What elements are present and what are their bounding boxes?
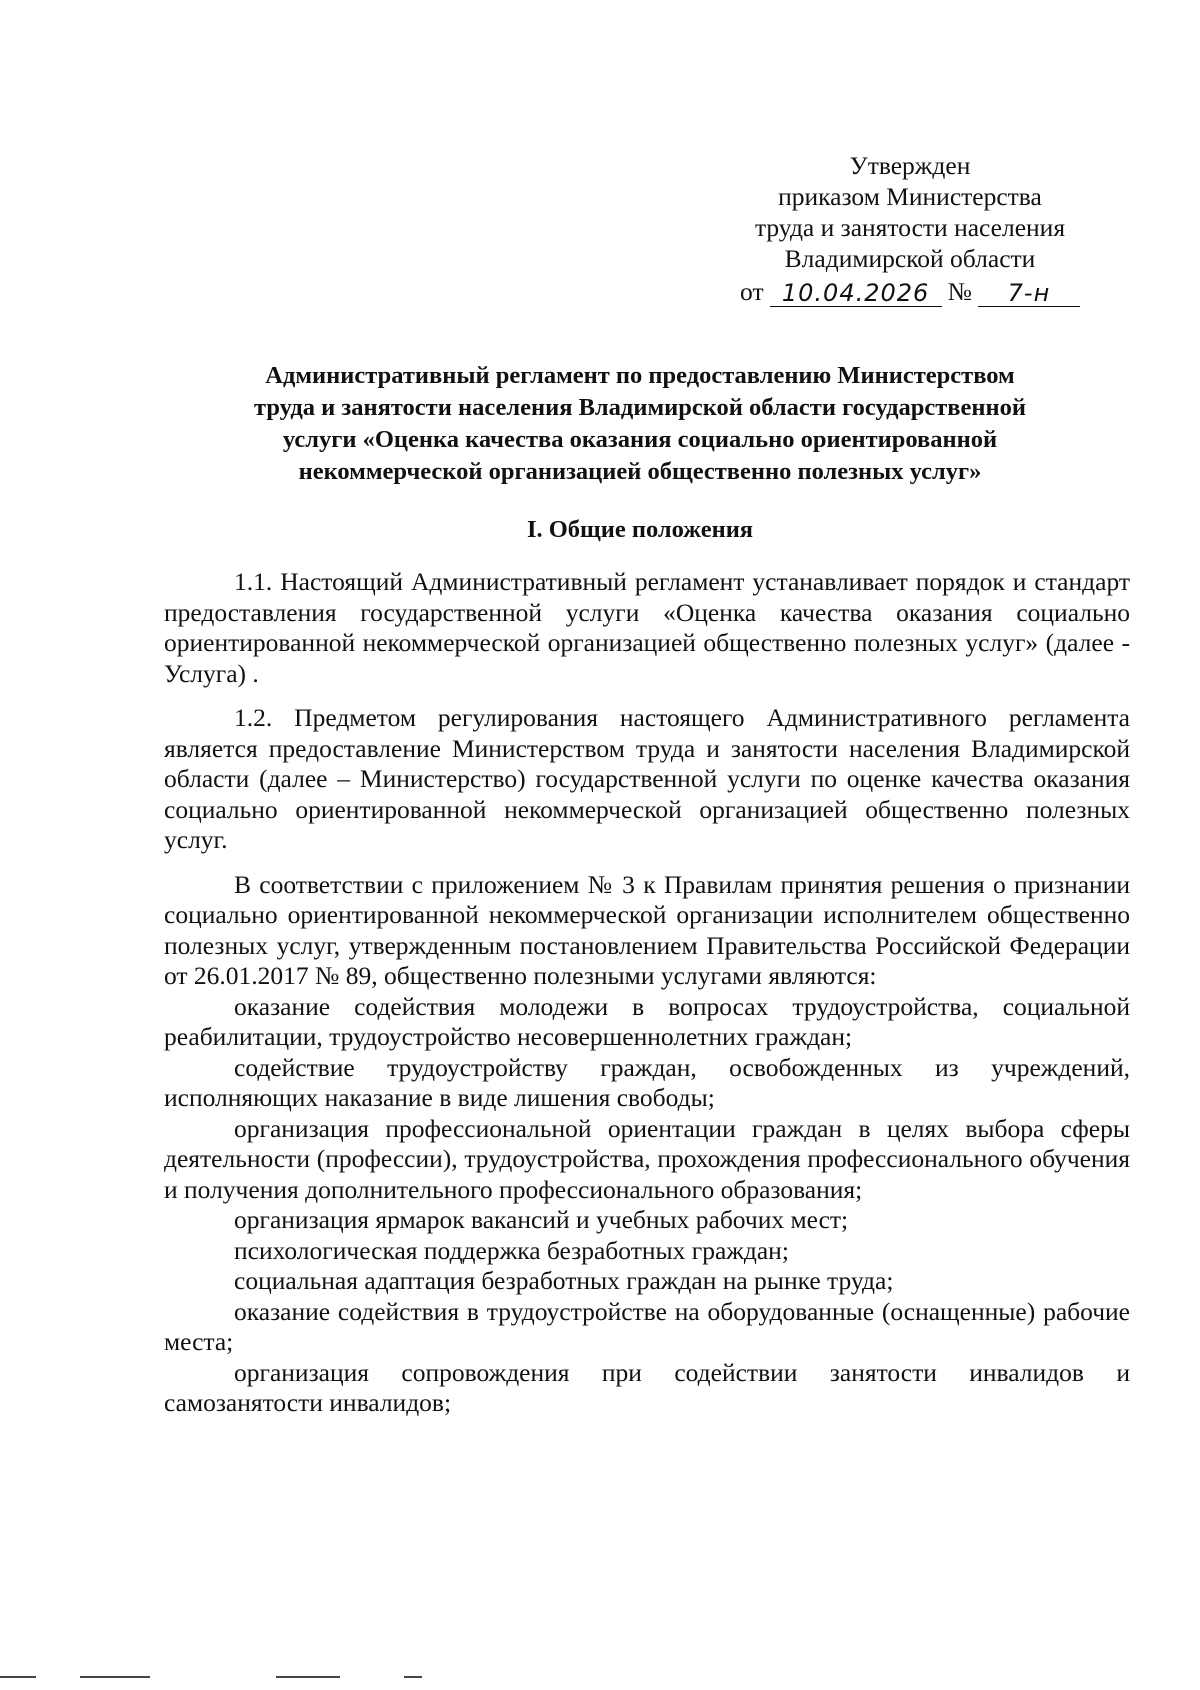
title-line-4: некоммерческой организацией общественно полезных услуг»	[298, 458, 982, 485]
scan-edge-mark	[276, 1676, 340, 1678]
document-body	[164, 567, 1130, 1419]
title-line-3: услуги «Оценка качества оказания социально ориентированной	[282, 426, 998, 453]
title-line-1: Административный регламент по предоставлению Министерством	[265, 362, 1015, 389]
approval-line-3: труда и занятости населения	[754, 213, 1066, 242]
paragraph-1-1: 1.1. Настоящий Административный регламент устанавливает порядок и стандарт предоставления государственной услуги «Оценка качества оказания социально ориентированной некоммерческой организацией общественно полезных услуг» (далее - Услуга) .	[164, 567, 1130, 688]
approval-block	[700, 150, 1120, 307]
list-item: психологическая поддержка безработных граждан;	[234, 1235, 789, 1265]
handwritten-date: 10.04.2026	[770, 280, 942, 307]
list-item: социальная адаптация безработных граждан на рынке труда;	[234, 1266, 894, 1295]
paragraph-services-intro: В соответствии с приложением № 3 к Правилам принятия решения о признании социально ориентированной некоммерческой организации исполнителем общественно полезных услуг, утвержденным постановлением Правительства Российской Федерации от 26.01.2017 № 89, общественно полезными услугами являются:	[164, 869, 1130, 990]
approval-line-1: Утвержден	[849, 151, 971, 180]
approval-line-4: Владимирской области	[784, 244, 1036, 273]
document-title	[150, 360, 1130, 488]
number-sign: №	[947, 277, 972, 306]
scan-edge-mark	[0, 1676, 36, 1678]
date-prefix: от	[740, 277, 764, 306]
paragraph-1-2: 1.2. Предметом регулирования настоящего Административного регламента является предоставление Министерством труда и занятости населения Владимирской области (далее – Министерство) государственной услуги по оценке качества оказания социально ориентированной некоммерческой организацией общественно полезных услуг.	[164, 703, 1130, 854]
section-heading: I. Общие положения	[526, 516, 754, 543]
list-item: оказание содействия молодежи в вопросах трудоустройства, социальной реабилитации, трудоустройство несовершеннолетних граждан;	[164, 991, 1130, 1051]
list-item: содействие трудоустройству граждан, освобожденных из учреждений, исполняющих наказание в виде лишения свободы;	[164, 1052, 1130, 1112]
scan-edge-mark	[80, 1676, 150, 1678]
list-item: организация профессиональной ориентации граждан в целях выбора сферы деятельности (профессии), трудоустройства, прохождения профессионального обучения и получения дополнительного профессионального образования;	[164, 1113, 1130, 1204]
list-item: организация сопровождения при содействии занятости инвалидов и самозанятости инвалидов;	[164, 1357, 1130, 1417]
approval-date-row	[700, 276, 1120, 307]
list-item: оказание содействия в трудоустройстве на оборудованные (оснащенные) рабочие места;	[164, 1296, 1130, 1356]
list-item: организация ярмарок вакансий и учебных рабочих мест;	[234, 1205, 849, 1234]
handwritten-number: 7-н	[978, 280, 1080, 307]
scan-edge-mark	[404, 1676, 422, 1678]
title-line-2: труда и занятости населения Владимирской области государственной	[254, 394, 1026, 421]
approval-line-2: приказом Министерства	[778, 182, 1042, 211]
